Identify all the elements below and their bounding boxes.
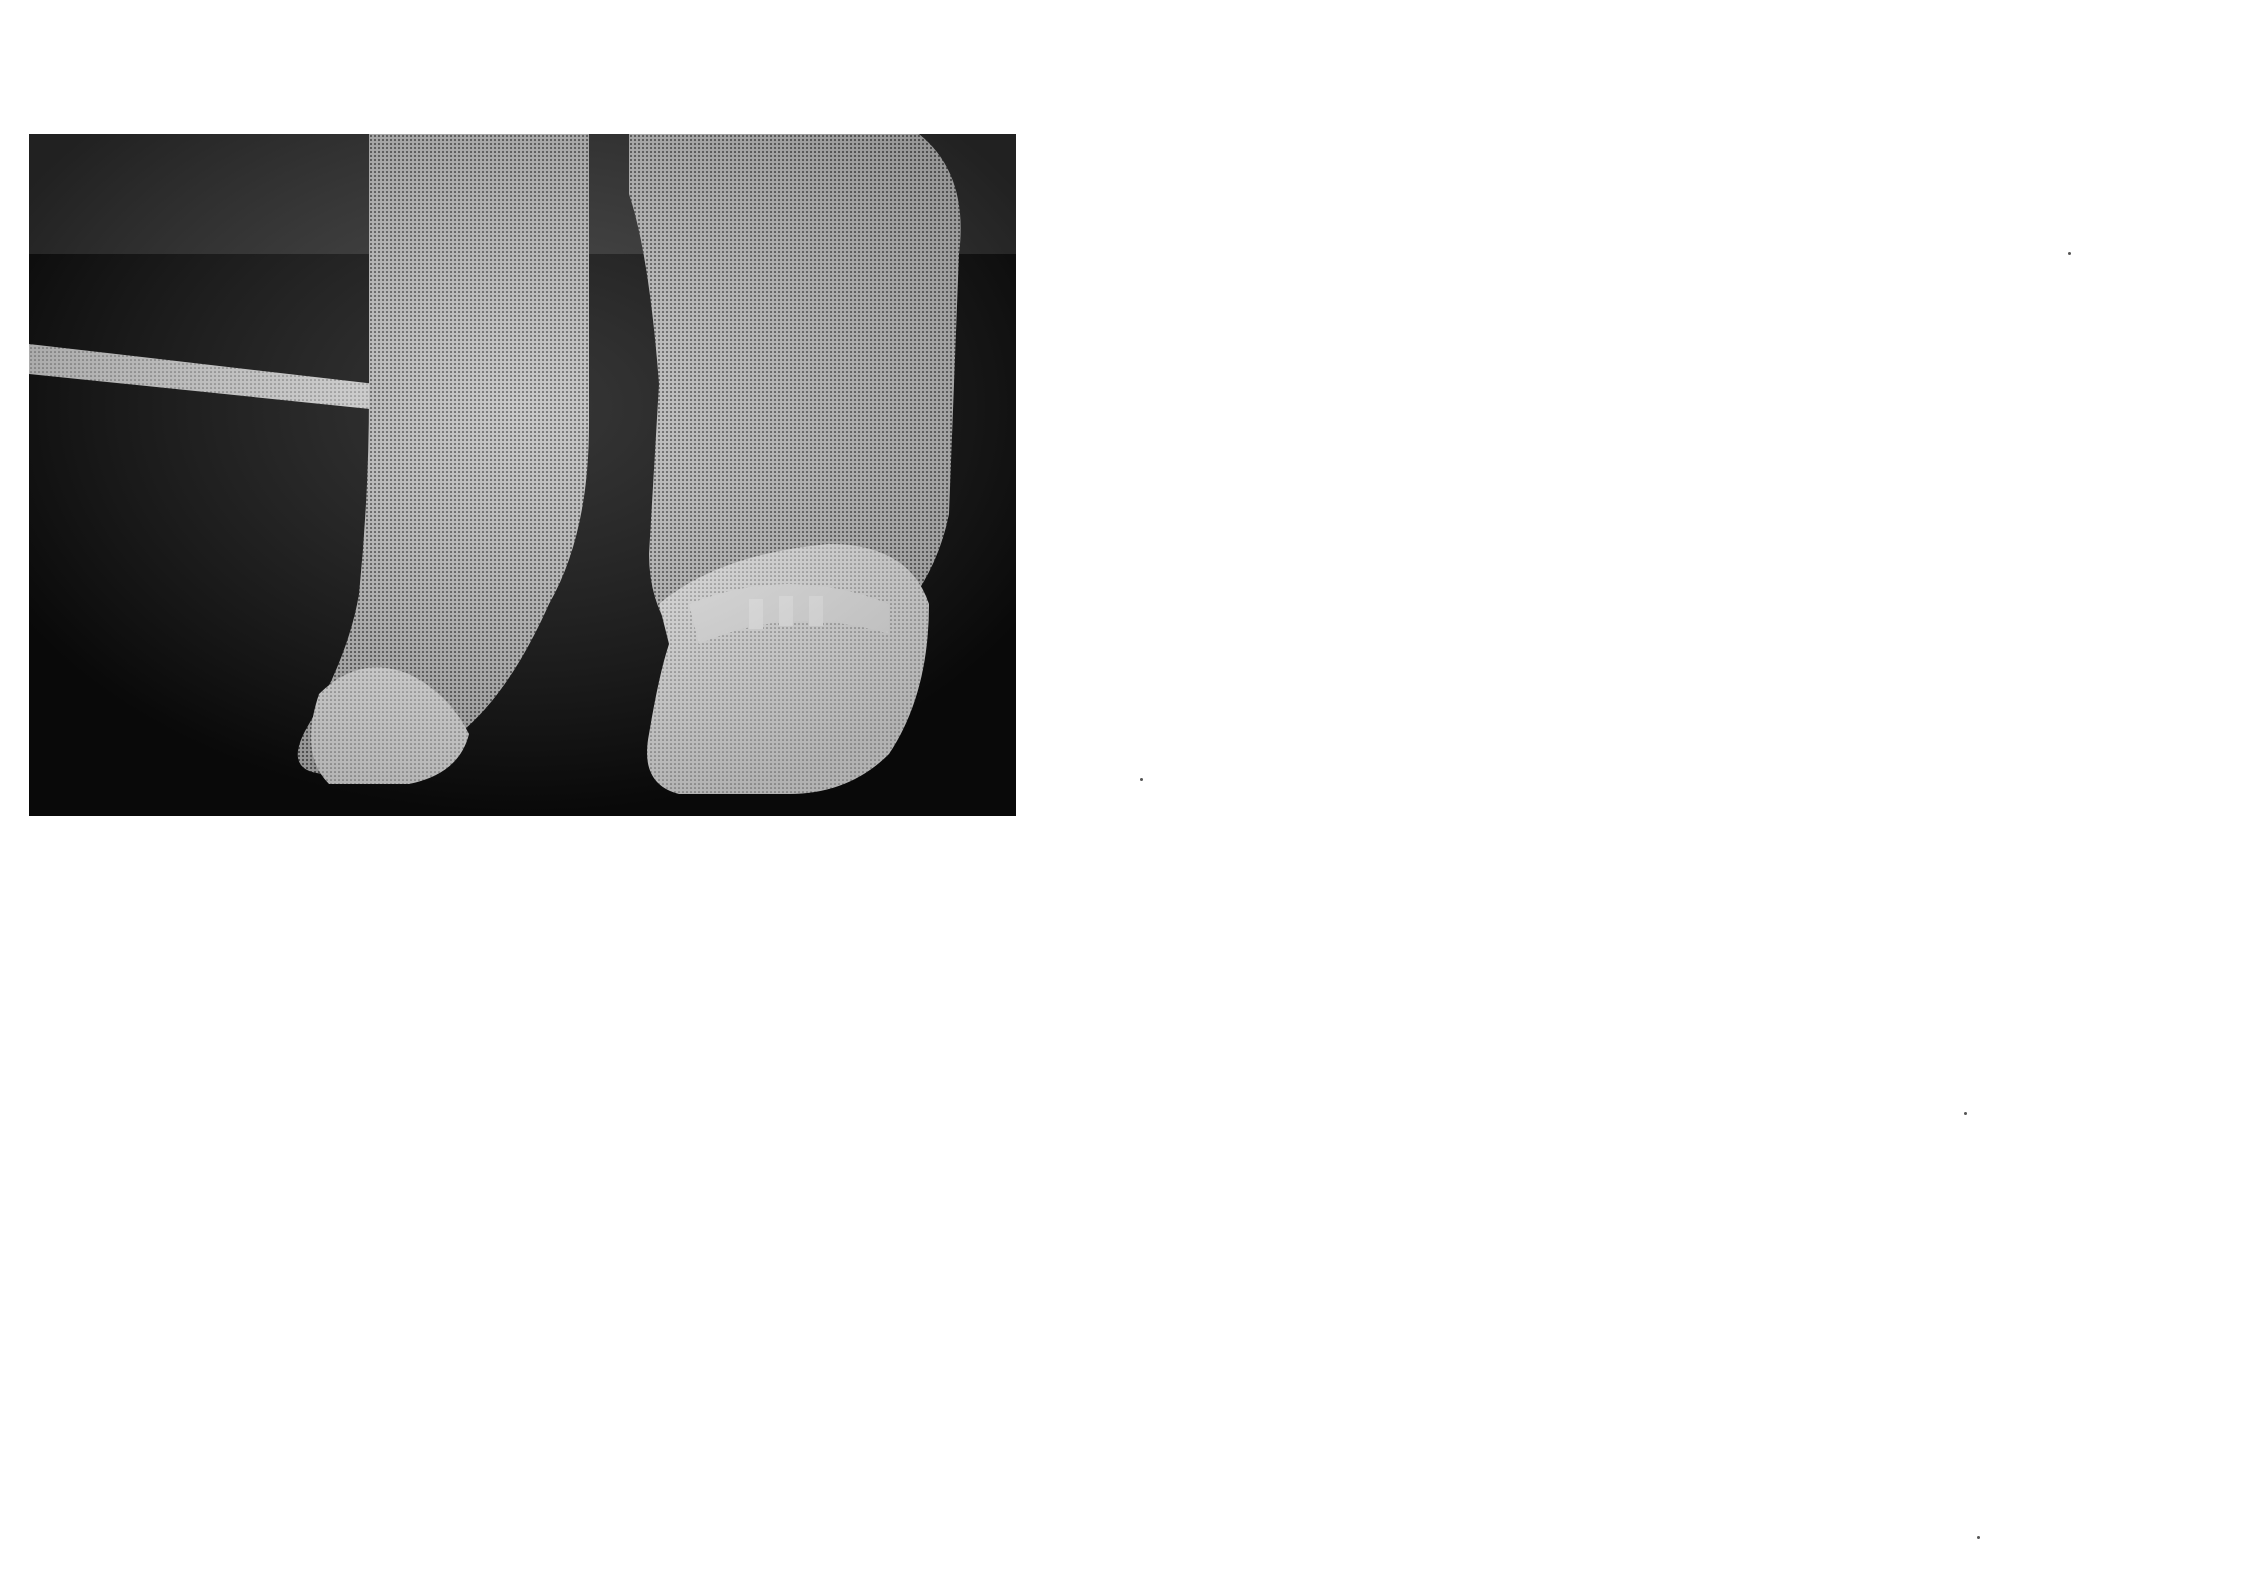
speck: [1977, 1536, 1980, 1539]
speck: [1964, 1112, 1967, 1115]
speck: [1140, 778, 1143, 781]
speck: [2068, 252, 2071, 255]
crossed-feet-photo: [29, 134, 1016, 816]
crossed-feet-illustration: [29, 134, 1016, 816]
